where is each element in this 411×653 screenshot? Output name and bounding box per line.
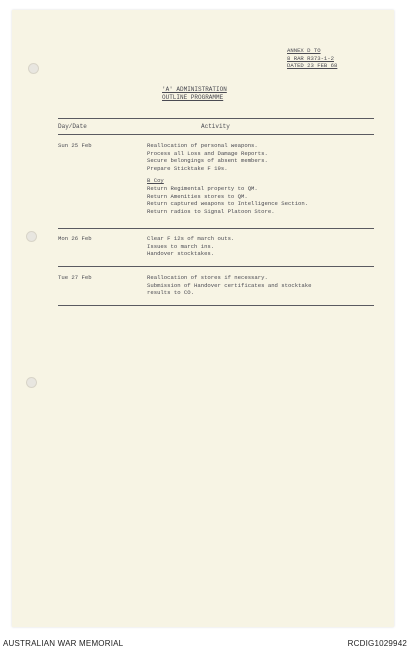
annex-line-3: DATED 23 FEB 68: [287, 62, 338, 69]
annex-reference: [287, 47, 337, 70]
title-line-1: 'A' ADMINISTRATION: [162, 86, 227, 93]
activity-line: Clear F 12s of march outs.: [147, 235, 235, 242]
activity-line: Prepare Sticktake F 19s.: [147, 164, 228, 172]
activity-line: Reallocation of stores if necessary.: [147, 274, 268, 281]
activity-line: Return captured weapons to Intelligence Section.: [147, 200, 309, 208]
column-header-day: Day/Date: [58, 123, 87, 130]
activity-line: results to CO.: [147, 289, 194, 297]
punch-hole-middle: [26, 231, 37, 242]
activity-line: Reallocation of personal weapons.: [147, 142, 258, 149]
activity-line: Return Regimental property to QM.: [147, 184, 258, 192]
row-activity: [147, 274, 311, 297]
activity-line: Process all Loss and Damage Reports.: [147, 149, 268, 157]
table-bottom-rule: [58, 305, 374, 306]
document-page: [12, 10, 394, 627]
row-divider: [58, 228, 374, 229]
annex-line-2: 8 RAR R373-1-2: [287, 54, 334, 62]
sub-heading: B Coy: [147, 177, 164, 185]
footer-catalog-id: RCDIG1029942: [347, 639, 407, 648]
column-header-activity: Activity: [201, 123, 230, 130]
row-day: Tue 27 Feb: [58, 274, 92, 281]
header-bottom-rule: [58, 134, 374, 135]
activity-line: Secure belongings of absent members.: [147, 157, 268, 165]
footer-source: AUSTRALIAN WAR MEMORIAL: [3, 639, 124, 648]
row-divider: [58, 266, 374, 267]
activity-line: Submission of Handover certificates and stocktake: [147, 281, 312, 289]
activity-line: Handover stocktakes.: [147, 250, 215, 258]
document-title: [162, 86, 272, 102]
row-activity: [147, 235, 234, 258]
activity-line: Return Amenities stores to QM.: [147, 192, 248, 200]
annex-line-1: ANNEX D TO: [287, 47, 321, 54]
row-activity: [147, 142, 308, 215]
punch-hole-bottom: [26, 377, 37, 388]
punch-hole-top: [28, 63, 39, 74]
row-day: Sun 25 Feb: [58, 142, 92, 149]
activity-line: Issues to march ins.: [147, 242, 215, 250]
activity-line: Return radios to Signal Platoon Store.: [147, 207, 275, 215]
table-top-rule: [58, 118, 374, 119]
row-day: Mon 26 Feb: [58, 235, 92, 242]
title-line-2: OUTLINE PROGRAMME: [162, 94, 224, 101]
